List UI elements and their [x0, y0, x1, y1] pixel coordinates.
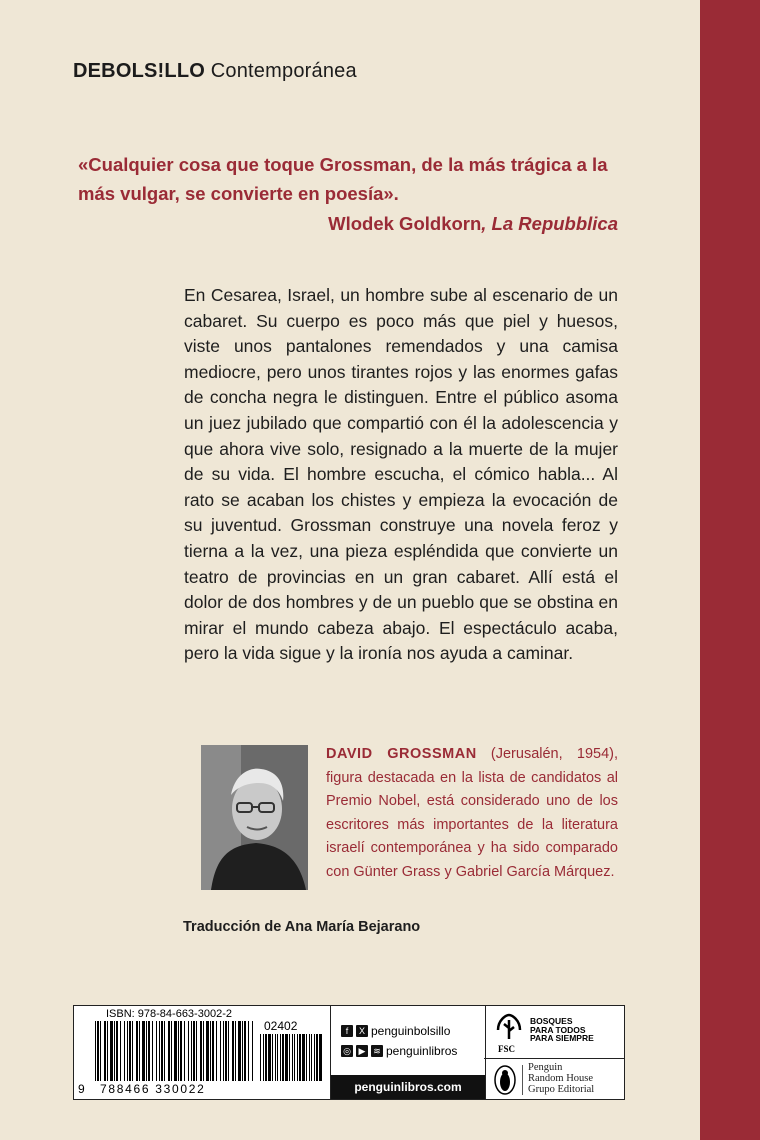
barcode-bar	[263, 1034, 264, 1081]
barcode-bar	[129, 1021, 131, 1081]
barcode-bar	[136, 1021, 138, 1081]
barcode-bar	[159, 1021, 160, 1081]
barcode-bar	[148, 1021, 150, 1081]
social-row-2	[341, 1044, 457, 1058]
publisher-line-1: Penguin	[528, 1062, 563, 1073]
blurb-quote: «Cualquier cosa que toque Grossman, de la más trágica a la más vulgar, se convierte en poesía».	[78, 154, 608, 204]
barcode-bar	[152, 1021, 153, 1081]
barcode-bar	[242, 1021, 243, 1081]
barcode-bar	[277, 1034, 278, 1081]
publisher-line-3: Grupo Editorial	[528, 1084, 595, 1095]
isbn-label: ISBN: 978-84-663-3002-2	[106, 1008, 232, 1020]
barcode-bar	[97, 1021, 99, 1081]
barcode-bar	[244, 1021, 246, 1081]
social-handle-libros: penguinlibros	[386, 1044, 458, 1058]
barcode-bar	[297, 1034, 298, 1081]
barcode-bar	[104, 1021, 106, 1081]
youtube-icon: ▶	[356, 1045, 368, 1057]
penguin-icon	[494, 1065, 516, 1095]
author-name: DAVID GROSSMAN	[326, 746, 477, 762]
barcode-bar	[275, 1034, 276, 1081]
barcode-bar	[285, 1034, 288, 1081]
barcode-bar	[107, 1021, 108, 1081]
fsc-line-3: PARA SIEMPRE	[530, 1033, 594, 1043]
publisher-website: penguinlibros.com	[331, 1075, 485, 1099]
barcode-bar	[196, 1021, 197, 1081]
series-header	[73, 60, 357, 83]
author-bio-text: (Jerusalén, 1954), figura destacada en la lista de candidatos al Premio Nobel, está considerado uno de los escritores más importantes de la literatura israelí contemporánea y ha sido comparado con Günter Grass y Gabriel García Márquez.	[326, 746, 618, 880]
barcode-bar	[265, 1034, 267, 1081]
barcode-bar	[171, 1021, 172, 1081]
barcode-bar	[223, 1021, 224, 1081]
barcode-bar	[216, 1021, 217, 1081]
translation-credit: Traducción de Ana María Bejarano	[183, 919, 421, 935]
back-cover-info-box	[73, 1005, 625, 1100]
barcode-bar	[206, 1021, 209, 1081]
barcode-bar	[161, 1021, 163, 1081]
publisher-name	[528, 1062, 594, 1095]
barcode-bar	[316, 1034, 318, 1081]
book-description	[184, 283, 618, 667]
barcode-bar	[146, 1021, 147, 1081]
barcode-bar	[302, 1034, 305, 1081]
barcode-bar	[100, 1021, 101, 1081]
barcode-bar	[180, 1021, 182, 1081]
barcode-bar	[132, 1021, 133, 1081]
social-row-1	[341, 1024, 450, 1038]
barcode-bar	[228, 1021, 229, 1081]
social-handle-bolsillo: penguinbolsillo	[371, 1024, 451, 1038]
barcode-bar	[260, 1034, 261, 1081]
barcode-bar	[238, 1021, 241, 1081]
barcode-bar	[268, 1034, 271, 1081]
barcode-bar	[184, 1021, 185, 1081]
barcode-bar	[220, 1021, 221, 1081]
barcode-bar	[289, 1034, 290, 1081]
barcode-bar	[120, 1021, 121, 1081]
author-bio	[326, 743, 618, 885]
barcode-bar	[193, 1021, 195, 1081]
quote-author: Wlodek Goldkorn	[328, 213, 482, 234]
publisher-logo	[484, 1059, 624, 1099]
publisher-line-2: Random House	[528, 1073, 594, 1084]
barcode-bar	[319, 1034, 322, 1081]
ean-first-digit: 9	[78, 1082, 85, 1096]
barcode-bar	[311, 1034, 312, 1081]
social-panel	[330, 1006, 486, 1099]
publisher-divider	[522, 1065, 523, 1095]
barcode-bar	[114, 1021, 115, 1081]
barcode-bar	[294, 1034, 295, 1081]
barcode-bar	[188, 1021, 189, 1081]
barcode-bar	[210, 1021, 211, 1081]
fsc-slogan	[530, 1017, 594, 1043]
barcode-bar	[235, 1021, 236, 1081]
fsc-tree-icon	[494, 1012, 524, 1042]
barcode-bar	[225, 1021, 227, 1081]
description-text: En Cesarea, Israel, un hombre sube al escenario de un cabaret. Su cuerpo es poco más que piel y huesos, viste unos pantalones remendados y una camisa mediocre, pero unos tirantes rojos y las enormes gafas de concha negra le distinguen. Entre el público asoma un juez jubilado que compartió con él la adolescencia y que ahora vive solo, resignado a la muerte de la mujer de su vida. El hombre escucha, el cómico habla... Al rato se acaban los chistes y empieza la evocación de su juventud. Grossman construye una novela feroz y tierna a la vez, una pieza espléndida que convierte un teatro de provincias en un gran cabaret. Allí está el dolor de dos hombres y de un pueblo que se obstina en mirar el mundo cabeza abajo. El espectáculo acaba, pero la vida sigue y la ironía nos ayuda a caminar.	[184, 285, 618, 664]
barcode-bar	[212, 1021, 214, 1081]
fsc-logo	[484, 1006, 624, 1059]
barcode-bar	[306, 1034, 307, 1081]
price-code: 02402	[264, 1019, 298, 1033]
barcode-bar	[178, 1021, 179, 1081]
barcode-bar	[272, 1034, 273, 1081]
barcode-bar	[156, 1021, 157, 1081]
barcode-bar	[168, 1021, 170, 1081]
fsc-line-2: PARA TODOS	[530, 1024, 586, 1035]
barcode-bar	[95, 1021, 96, 1081]
barcode-bar	[232, 1021, 234, 1081]
instagram-icon: ◎	[341, 1045, 353, 1057]
barcode-bar	[299, 1034, 301, 1081]
barcode-bar	[248, 1021, 249, 1081]
facebook-icon: f	[341, 1025, 353, 1037]
quote-publication: , La Repubblica	[481, 213, 618, 234]
spotify-icon: ≋	[371, 1045, 383, 1057]
barcode-bar	[292, 1034, 293, 1081]
series-collection: Contemporánea	[210, 60, 357, 82]
barcode-bar	[282, 1034, 284, 1081]
barcode-bar	[124, 1021, 125, 1081]
author-photo	[201, 745, 308, 890]
barcode-bar	[164, 1021, 165, 1081]
barcode-bar	[127, 1021, 128, 1081]
barcode-bar	[309, 1034, 310, 1081]
barcode-bar	[139, 1021, 140, 1081]
barcode-bar	[174, 1021, 177, 1081]
series-brand: DEBOLS!LLO	[73, 60, 205, 82]
author-portrait-illustration	[201, 745, 308, 890]
barcode-bar	[252, 1021, 253, 1081]
barcode-bar	[142, 1021, 145, 1081]
barcode-panel	[74, 1006, 326, 1099]
ean-digits: 788466 330022	[100, 1082, 206, 1096]
fsc-label: FSC	[498, 1044, 516, 1054]
x-icon: X	[356, 1025, 368, 1037]
barcode-bar	[191, 1021, 192, 1081]
barcode-bar	[203, 1021, 204, 1081]
barcode-bar	[116, 1021, 118, 1081]
barcode-bar	[200, 1021, 202, 1081]
fsc-line-1: BOSQUES	[530, 1016, 573, 1026]
barcode-bar	[280, 1034, 281, 1081]
price-barcode	[260, 1034, 322, 1081]
book-spine-edge	[700, 0, 760, 1140]
barcode-bar	[110, 1021, 113, 1081]
barcode-bar	[314, 1034, 315, 1081]
blurb-source	[78, 213, 618, 235]
ean-barcode	[95, 1021, 253, 1081]
